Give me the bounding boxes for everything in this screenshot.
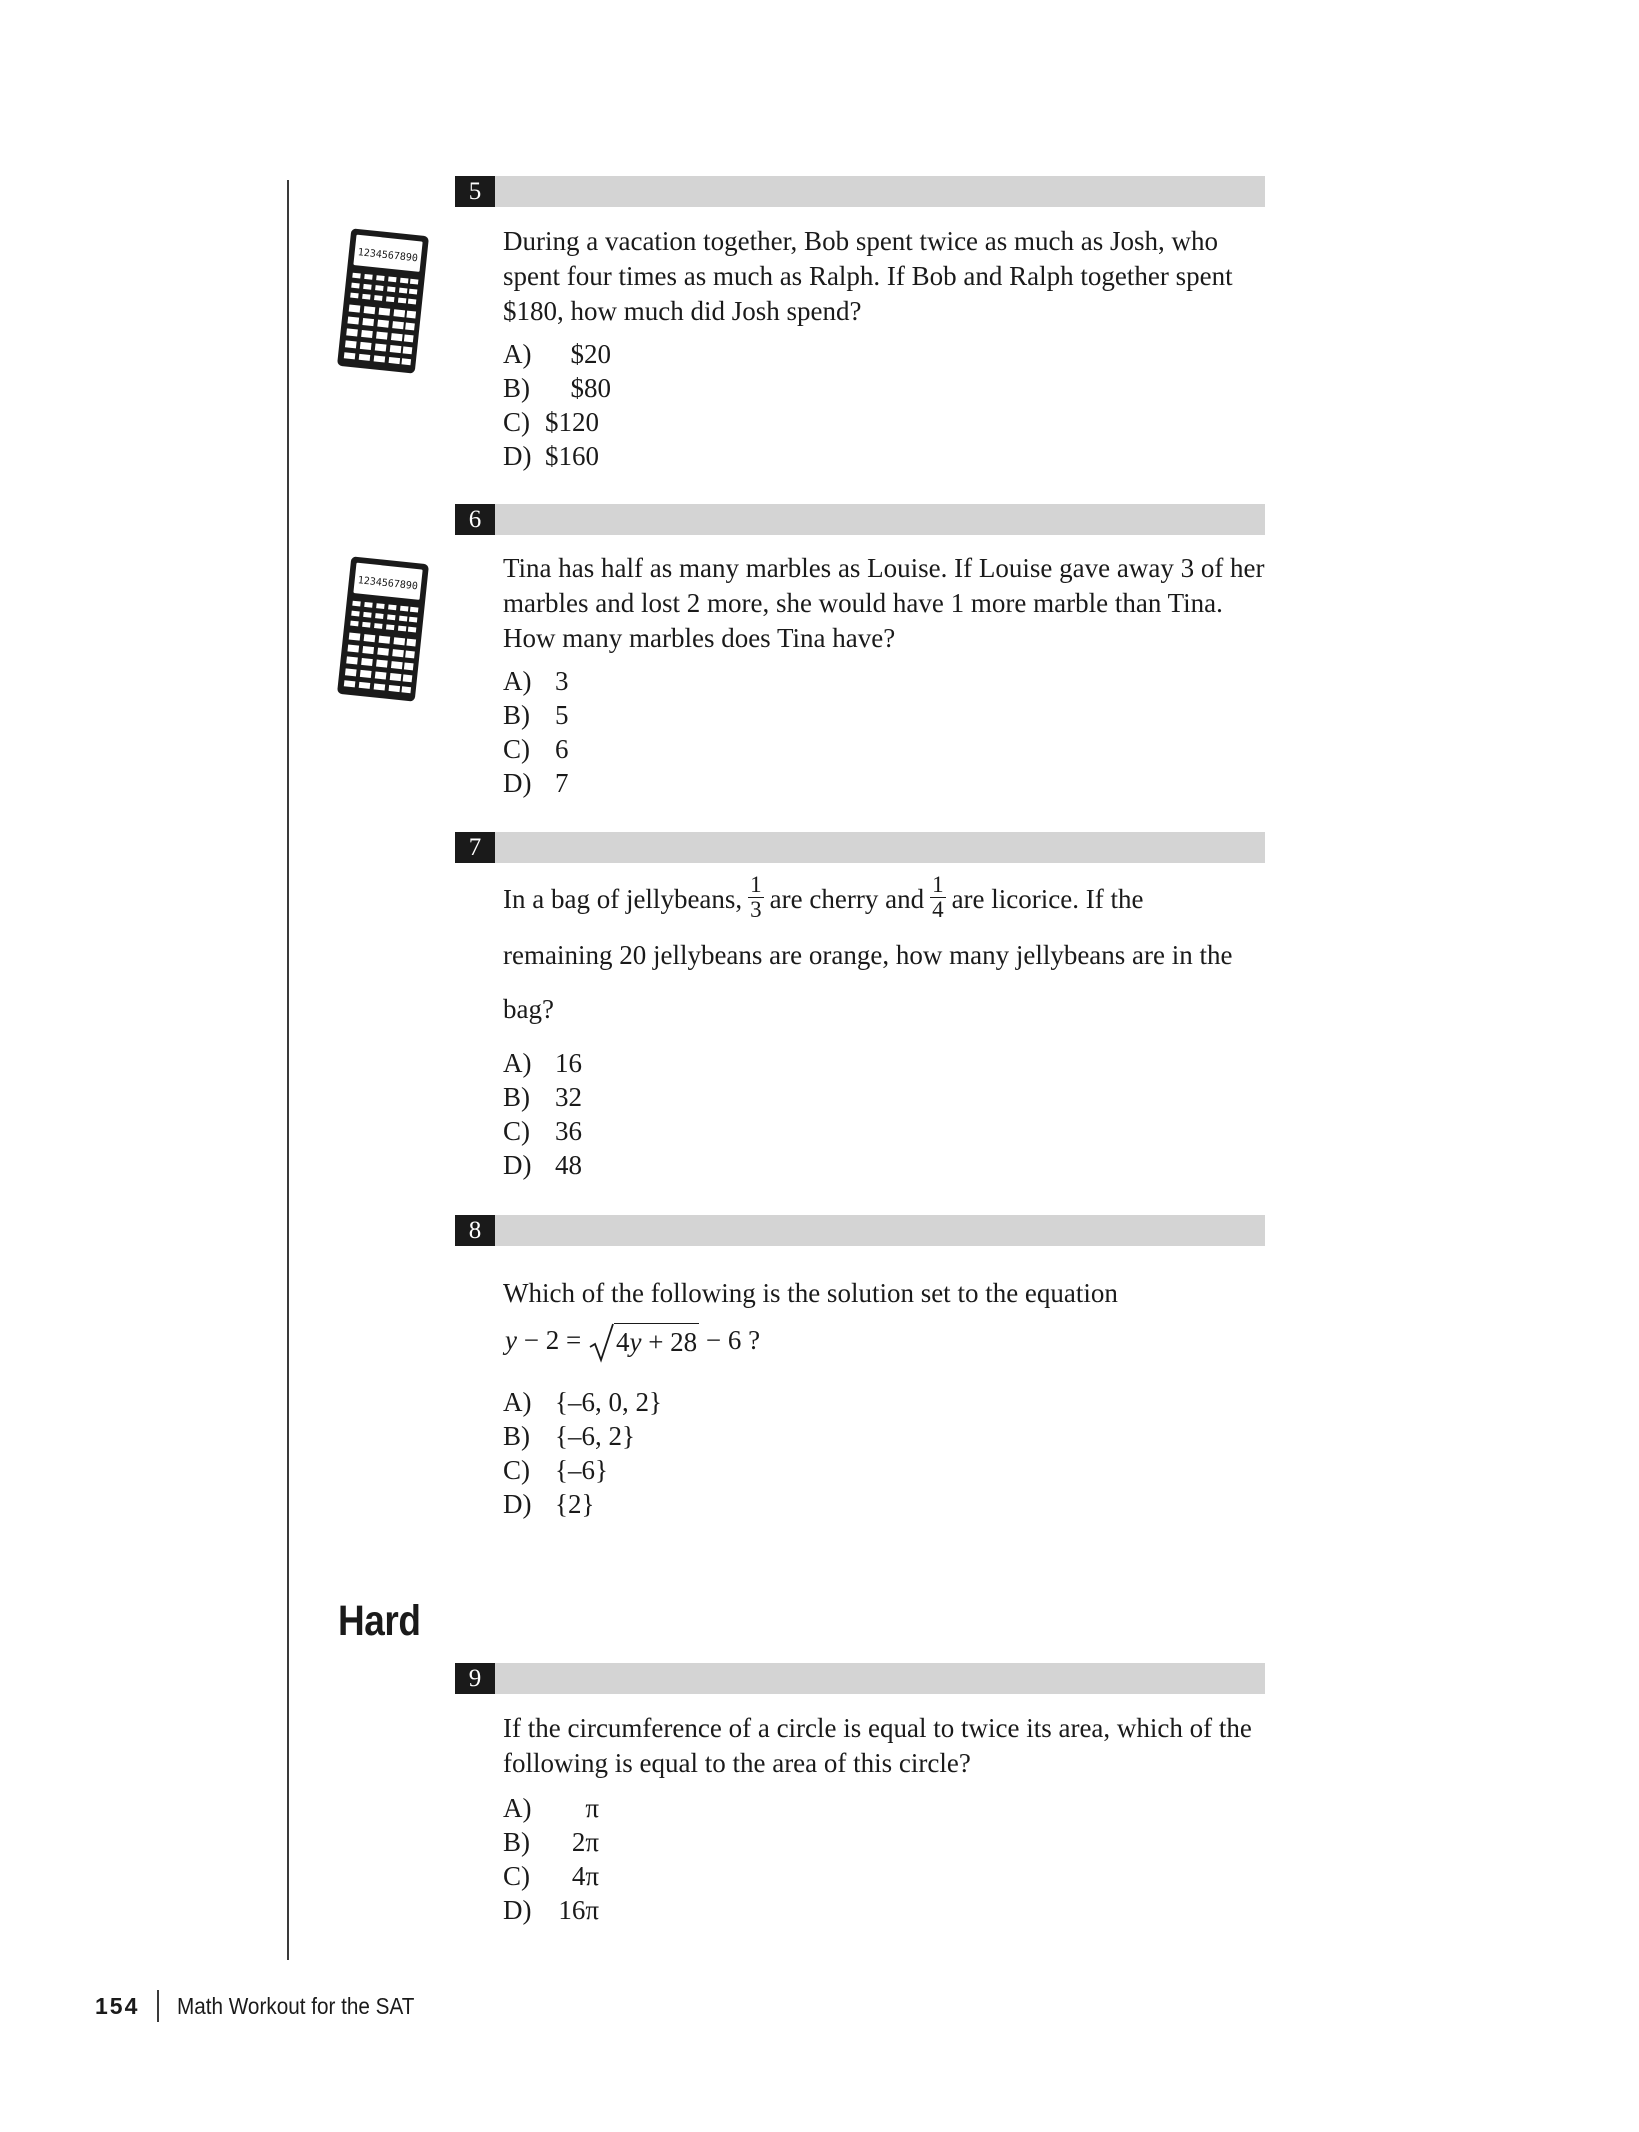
answer-choice[interactable] xyxy=(503,1419,662,1453)
question-6-text: Tina has half as many marbles as Louise. If Louise gave away 3 of her marbles and lost 2 more, she would have 1 more marble than Tina. How many marbles does Tina have? xyxy=(503,553,1265,653)
choice-letter: D) xyxy=(503,768,532,798)
choice-value: 16 xyxy=(555,1048,582,1078)
choice-letter: D) xyxy=(503,1895,532,1925)
calculator-icon xyxy=(336,556,430,702)
answer-choice[interactable] xyxy=(503,732,595,766)
choice-letter: D) xyxy=(503,1150,532,1180)
question-9-choices xyxy=(503,1791,599,1927)
choice-letter: C) xyxy=(503,1861,530,1891)
choice-value: 6 xyxy=(555,734,569,764)
question-6-choices xyxy=(503,664,595,800)
question-8-text: Which of the following is the solution set to the equation xyxy=(503,1278,1118,1308)
calculator-icon xyxy=(336,228,430,374)
question-8-choices xyxy=(503,1385,662,1521)
section-heading: Hard xyxy=(338,1597,421,1645)
question-9-header xyxy=(455,1663,1265,1694)
question-7-header xyxy=(455,832,1265,863)
answer-choice[interactable] xyxy=(503,337,611,371)
question-7-line-2: remaining 20 jellybeans are orange, how many jellybeans are in the xyxy=(503,940,1233,971)
question-number: 7 xyxy=(455,832,495,863)
calculator-display: 1234567890 xyxy=(357,575,419,593)
equation-text: − 2 = xyxy=(516,1325,588,1355)
answer-choice[interactable] xyxy=(503,1791,599,1825)
choice-value: 2π xyxy=(571,1827,599,1857)
fraction-numerator: 1 xyxy=(932,872,944,898)
answer-choice[interactable] xyxy=(503,1046,595,1080)
choice-value: 48 xyxy=(555,1150,582,1180)
answer-choice[interactable] xyxy=(503,1385,662,1419)
question-7-line-3: bag? xyxy=(503,994,554,1025)
choice-letter: B) xyxy=(503,373,530,403)
question-number: 6 xyxy=(455,504,495,535)
answer-choice[interactable] xyxy=(503,1080,595,1114)
question-number: 5 xyxy=(455,176,495,207)
choice-value: π xyxy=(585,1793,599,1823)
choice-letter: A) xyxy=(503,1793,532,1823)
choice-letter: D) xyxy=(503,1489,532,1519)
margin-rule xyxy=(287,180,289,1960)
answer-choice[interactable] xyxy=(503,1893,599,1927)
choice-letter: B) xyxy=(503,1082,530,1112)
choice-value: 7 xyxy=(555,768,569,798)
question-5-choices xyxy=(503,337,611,473)
choice-value: {–6} xyxy=(555,1455,608,1485)
choice-letter: B) xyxy=(503,1421,530,1451)
answer-choice[interactable] xyxy=(503,766,595,800)
fraction-one-quarter xyxy=(930,873,946,922)
equation-variable: y xyxy=(505,1325,517,1355)
answer-choice[interactable] xyxy=(503,1453,662,1487)
book-title: Math Workout for the SAT xyxy=(177,1993,415,2019)
answer-choice[interactable] xyxy=(503,1825,599,1859)
answer-choice[interactable] xyxy=(503,439,611,473)
choice-letter: C) xyxy=(503,734,530,764)
equation-text: − 6 ? xyxy=(699,1325,761,1355)
choice-value: $120 xyxy=(545,407,599,437)
choice-value: $20 xyxy=(570,339,611,369)
question-5-header xyxy=(455,176,1265,207)
text-fragment: are licorice. If the xyxy=(951,884,1144,914)
answer-choice[interactable] xyxy=(503,1487,662,1521)
choice-letter: D) xyxy=(503,441,532,471)
page-number: 154 xyxy=(95,1993,140,2019)
calculator-display: 1234567890 xyxy=(357,247,419,265)
answer-choice[interactable] xyxy=(503,405,611,439)
choice-value: 5 xyxy=(555,700,569,730)
equation-variable: y xyxy=(629,1326,642,1357)
radical-sign-icon xyxy=(588,1323,614,1363)
choice-value: $80 xyxy=(570,373,611,403)
text-fragment: are cherry and xyxy=(769,884,925,914)
choice-value: $160 xyxy=(545,441,599,471)
choice-letter: C) xyxy=(503,1116,530,1146)
question-5-text: During a vacation together, Bob spent twice as much as Josh, who spent four times as much as Ralph. If Bob and Ralph together spent $180, how much did Josh spend? xyxy=(503,226,1233,326)
question-9-text: If the circumference of a circle is equal to twice its area, which of the following is equal to the area of this circle? xyxy=(503,1713,1252,1778)
choice-value: {–6, 0, 2} xyxy=(555,1387,662,1417)
answer-choice[interactable] xyxy=(503,1114,595,1148)
page-footer xyxy=(95,1990,441,2022)
question-7-choices xyxy=(503,1046,595,1182)
fraction-denominator: 4 xyxy=(932,897,944,923)
question-8-header xyxy=(455,1215,1265,1246)
square-root xyxy=(588,1323,699,1363)
choice-letter: C) xyxy=(503,407,530,437)
equation-text: + 28 xyxy=(641,1326,698,1357)
question-number: 8 xyxy=(455,1215,495,1246)
choice-value: 32 xyxy=(555,1082,582,1112)
fraction-numerator: 1 xyxy=(750,872,762,898)
choice-value: {2} xyxy=(555,1489,595,1519)
answer-choice[interactable] xyxy=(503,664,595,698)
choice-letter: A) xyxy=(503,1387,532,1417)
equation-text: 4 xyxy=(615,1326,630,1357)
choice-letter: B) xyxy=(503,1827,530,1857)
footer-divider xyxy=(157,1990,159,2022)
choice-value: 16π xyxy=(558,1895,599,1925)
radicand xyxy=(614,1323,699,1363)
question-7-text xyxy=(503,872,1273,1032)
choice-value: 36 xyxy=(555,1116,582,1146)
equation xyxy=(505,1320,760,1363)
answer-choice[interactable] xyxy=(503,371,611,405)
fraction-one-third xyxy=(748,873,764,922)
choice-letter: B) xyxy=(503,700,530,730)
fraction-denominator: 3 xyxy=(750,897,762,923)
answer-choice[interactable] xyxy=(503,698,595,732)
question-7-line-1 xyxy=(503,872,1273,926)
question-number: 9 xyxy=(455,1663,495,1694)
choice-letter: A) xyxy=(503,339,532,369)
question-6-header xyxy=(455,504,1265,535)
choice-letter: C) xyxy=(503,1455,530,1485)
choice-letter: A) xyxy=(503,666,532,696)
choice-value: {–6, 2} xyxy=(555,1421,635,1451)
choice-letter: A) xyxy=(503,1048,532,1078)
answer-choice[interactable] xyxy=(503,1148,595,1182)
choice-value: 3 xyxy=(555,666,569,696)
choice-value: 4π xyxy=(571,1861,599,1891)
text-fragment: In a bag of jellybeans, xyxy=(503,884,743,914)
answer-choice[interactable] xyxy=(503,1859,599,1893)
